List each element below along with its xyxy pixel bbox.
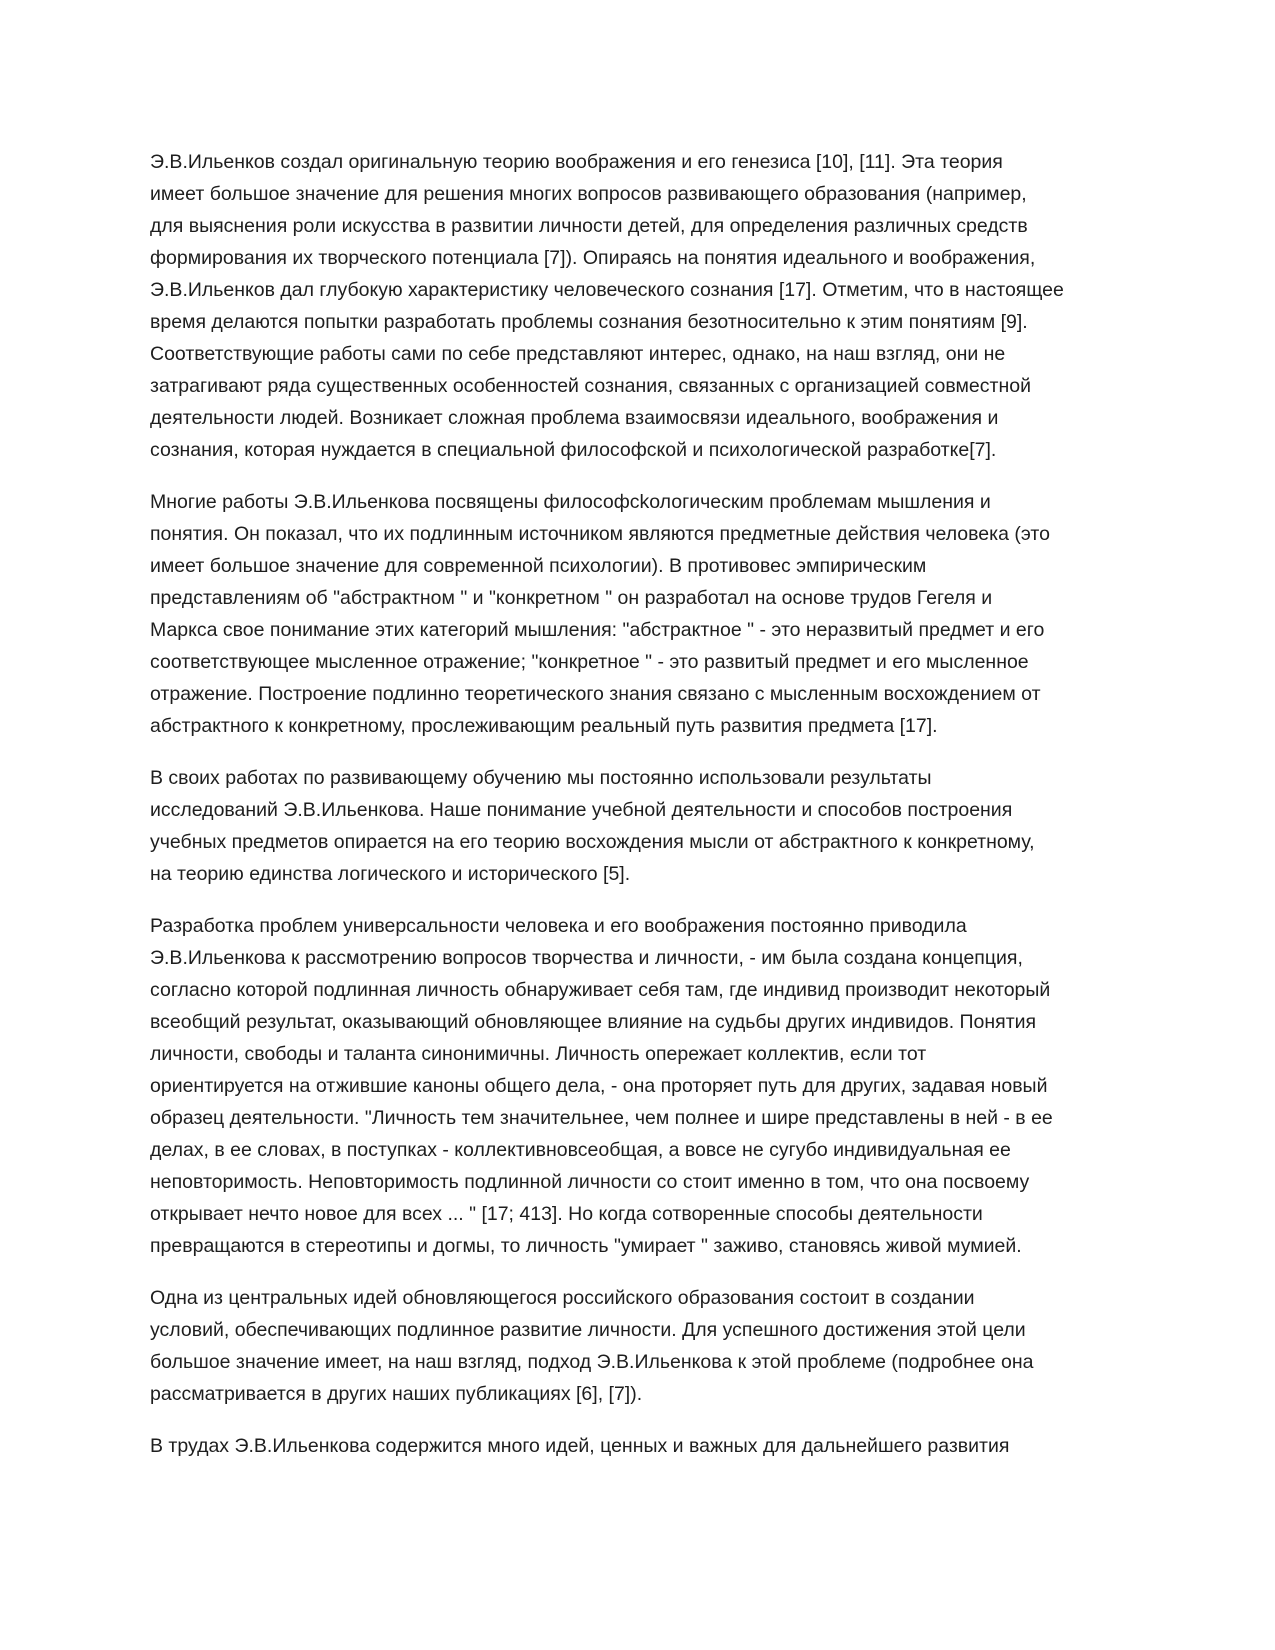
text-line: большое значение имеет, на наш взгляд, подход Э.В.Ильенкова к этой проблеме (подробнее она — [150, 1351, 1034, 1373]
text-line: ориентируется на отжившие каноны общего дела, - она проторяет путь для других, задавая новый — [150, 1075, 1048, 1097]
text-line: рассматривается в других наших публикациях [6], [7]). — [150, 1383, 643, 1405]
paragraph — [150, 910, 1132, 1262]
text-line: понятия. Он показал, что их подлинным источником являются предметные действия человека (это — [150, 523, 1050, 545]
text-line: Многие работы Э.В.Ильенкова посвящены философсkологическим проблемам мышления и — [150, 491, 991, 513]
text-line: для выяснения роли искусства в развитии личности детей, для определения различных средств — [150, 215, 1028, 237]
text-line: В своих работах по развивающему обучению мы постоянно использовали результаты — [150, 767, 932, 789]
text-line: формирования их творческого потенциала [7]). Опираясь на понятия идеального и воображения, — [150, 247, 1036, 269]
text-line: всеобщий результат, оказывающий обновляющее влияние на судьбы других индивидов. Понятия — [150, 1011, 1037, 1033]
text-line: Одна из центральных идей обновляющегося российского образования состоит в создании — [150, 1287, 975, 1309]
paragraph — [150, 1430, 1132, 1462]
document-body — [150, 146, 1132, 1482]
text-line: соответствующее мысленное отражение; "конкретное " - это развитый предмет и его мысленное — [150, 651, 1029, 673]
text-line: на теорию единства логического и исторического [5]. — [150, 863, 631, 885]
text-line: затрагивают ряда существенных особенностей сознания, связанных с организацией совместной — [150, 375, 1031, 397]
text-line: Соответствующие работы сами по себе представляют интерес, однако, на наш взгляд, они не — [150, 343, 1006, 365]
text-line: представлениям об "абстрактном " и "конкретном " он разработал на основе трудов Гегеля и — [150, 587, 993, 609]
text-line: В трудах Э.В.Ильенкова содержится много идей, ценных и важных для дальнейшего развития — [150, 1435, 1010, 1457]
text-line: Э.В.Ильенков создал оригинальную теорию воображения и его генезиса [10], [11]. Эта теория — [150, 151, 1003, 173]
text-line: условий, обеспечивающих подлинное развитие личности. Для успешного достижения этой цели — [150, 1319, 1026, 1341]
text-line: образец деятельности. "Личность тем значительнее, чем полнее и шире представлены в ней - в ее — [150, 1107, 1053, 1129]
text-line: абстрактного к конкретному, прослеживающим реальный путь развития предмета [17]. — [150, 715, 938, 737]
text-line: открывает нечто новое для всех ... " [17; 413]. Но когда сотворенные способы деятельности — [150, 1203, 983, 1225]
text-line: неповторимость. Неповторимость подлинной личности со стоит именно в том, что она посвоему — [150, 1171, 1030, 1193]
text-line: деятельности людей. Возникает сложная проблема взаимосвязи идеального, воображения и — [150, 407, 999, 429]
text-line: согласно которой подлинная личность обнаруживает себя там, где индивид производит некоторый — [150, 979, 1051, 1001]
text-line: Разработка проблем универсальности человека и его воображения постоянно приводила — [150, 915, 967, 937]
text-line: исследований Э.В.Ильенкова. Наше понимание учебной деятельности и способов построения — [150, 799, 1013, 821]
text-line: время делаются попытки разработать проблемы сознания безотносительно к этим понятиям [9]. — [150, 311, 1028, 333]
text-line: имеет большое значение для современной психологии). В противовес эмпирическим — [150, 555, 927, 577]
text-line: имеет большое значение для решения многих вопросов развивающего образования (например, — [150, 183, 1027, 205]
text-line: учебных предметов опирается на его теорию восхождения мысли от абстрактного к конкретному, — [150, 831, 1035, 853]
paragraph — [150, 762, 1132, 890]
text-line: Э.В.Ильенков дал глубокую характеристику человеческого сознания [17]. Отметим, что в настоящее — [150, 279, 1064, 301]
text-line: Э.В.Ильенкова к рассмотрению вопросов творчества и личности, - им была создана концепция, — [150, 947, 1023, 969]
text-line: отражение. Построение подлинно теоретического знания связано с мысленным восхождением от — [150, 683, 1041, 705]
paragraph — [150, 146, 1132, 466]
text-line: делах, в ее словах, в поступках - коллективновсеобщая, а вовсе не сугубо индивидуальная ее — [150, 1139, 1011, 1161]
text-line: превращаются в стереотипы и догмы, то личность "умирает " заживо, становясь живой мумией. — [150, 1235, 1022, 1257]
text-line: личности, свободы и таланта синонимичны. Личность опережает коллектив, если тот — [150, 1043, 927, 1065]
text-line: Маркса свое понимание этих категорий мышления: "абстрактное " - это неразвитый предмет и его — [150, 619, 1045, 641]
paragraph — [150, 1282, 1132, 1410]
text-line: сознания, которая нуждается в специальной философской и психологической разработке[7]. — [150, 439, 997, 461]
paragraph — [150, 486, 1132, 742]
